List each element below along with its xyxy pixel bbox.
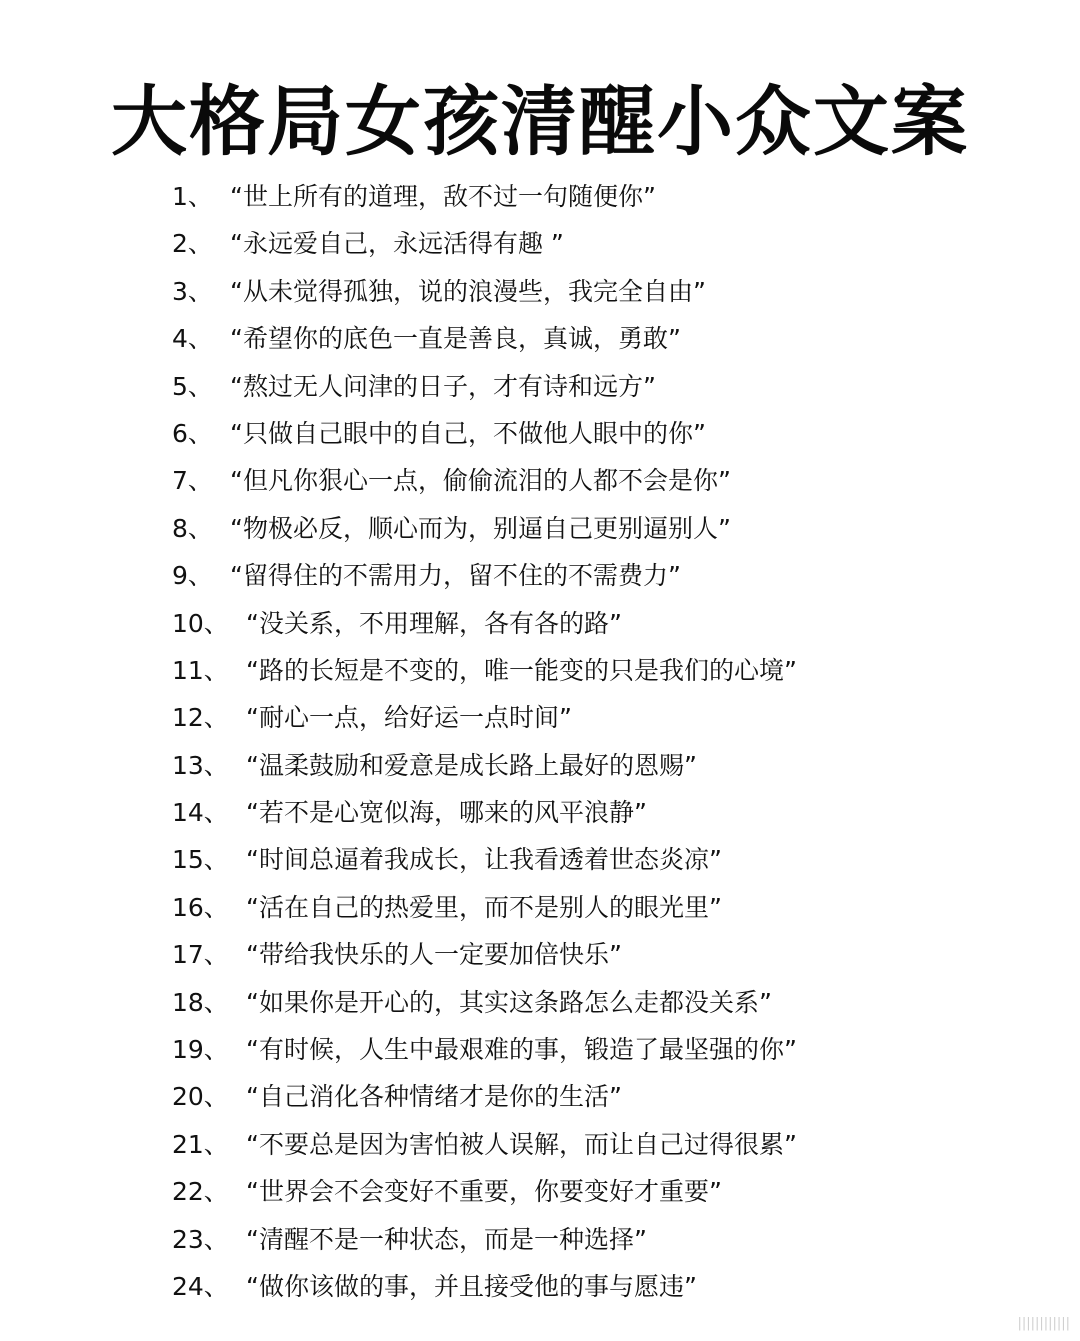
item-text: “希望你的底色一直是善良，真诚，勇敢”: [230, 324, 681, 354]
item-number: 7、: [172, 466, 213, 496]
item-text: “带给我快乐的人一定要加倍快乐”: [246, 940, 622, 970]
item-text: “留得住的不需用力，留不住的不需费力”: [230, 561, 681, 591]
list-item: [172, 789, 797, 836]
list-item: [172, 600, 797, 647]
list-item: [172, 220, 797, 267]
item-text: “世界会不会变好不重要，你要变好才重要”: [246, 1177, 722, 1207]
item-text: “永远爱自己，永远活得有趣 ”: [230, 229, 564, 259]
item-number: 8、: [172, 513, 213, 543]
item-text: “物极必反，顺心而为，别逼自己更别逼别人”: [230, 513, 731, 543]
list-item: [172, 836, 797, 883]
item-number: 18、: [172, 987, 229, 1017]
item-number: 17、: [172, 940, 229, 970]
item-number: 14、: [172, 798, 229, 828]
item-number: 19、: [172, 1035, 229, 1065]
item-number: 12、: [172, 703, 229, 733]
item-number: 4、: [172, 324, 213, 354]
list-item: [172, 931, 797, 978]
item-text: “有时候，人生中最艰难的事，锻造了最坚强的你”: [246, 1035, 797, 1065]
item-text: “活在自己的热爱里，而不是别人的眼光里”: [246, 892, 722, 922]
item-text: “世上所有的道理，敌不过一句随便你”: [230, 182, 656, 211]
page-title: 大格局女孩清醒小众文案: [111, 77, 969, 166]
list-item: [172, 647, 797, 694]
item-text: “只做自己眼中的自己，不做他人眼中的你”: [230, 418, 706, 448]
list-item: [172, 1263, 797, 1310]
list-item: [172, 1026, 797, 1073]
item-number: 23、: [172, 1224, 229, 1254]
item-text: “路的长短是不变的，唯一能变的只是我们的心境”: [246, 655, 797, 685]
list-item: [172, 505, 797, 552]
item-text: “不要总是因为害怕被人误解，而让自己过得很累”: [246, 1129, 797, 1159]
item-text: “如果你是开心的，其实这条路怎么走都没关系”: [246, 987, 772, 1017]
list-item: [172, 363, 797, 410]
list-item: [172, 742, 797, 789]
item-text: “但凡你狠心一点，偷偷流泪的人都不会是你”: [230, 466, 731, 496]
item-number: 20、: [172, 1082, 229, 1112]
item-number: 1、: [172, 182, 213, 211]
list-item: [172, 1168, 797, 1215]
watermark: ||||||||||||: [1017, 1316, 1070, 1331]
list-item: [172, 315, 797, 362]
item-text: “时间总逼着我成长，让我看透着世态炎凉”: [246, 845, 722, 875]
item-number: 16、: [172, 892, 229, 922]
list-item: [172, 410, 797, 457]
item-text: “温柔鼓励和爱意是成长路上最好的恩赐”: [246, 750, 697, 780]
item-number: 6、: [172, 418, 213, 448]
item-number: 22、: [172, 1177, 229, 1207]
item-number: 9、: [172, 561, 213, 591]
list-item: [172, 1216, 797, 1263]
list-item: [172, 268, 797, 315]
list-item: [172, 979, 797, 1026]
item-text: “没关系，不用理解，各有各的路”: [246, 608, 622, 638]
item-text: “耐心一点，给好运一点时间”: [246, 703, 572, 733]
item-text: “清醒不是一种状态，而是一种选择”: [246, 1224, 647, 1254]
item-number: 10、: [172, 608, 229, 638]
list-item: [172, 173, 797, 220]
item-number: 5、: [172, 371, 213, 401]
list-item: [172, 694, 797, 741]
item-number: 15、: [172, 845, 229, 875]
list-item: [172, 457, 797, 504]
item-text: “做你该做的事，并且接受他的事与愿违”: [246, 1271, 697, 1301]
item-number: 13、: [172, 750, 229, 780]
item-number: 11、: [172, 655, 229, 685]
item-number: 24、: [172, 1271, 229, 1301]
list-item: [172, 1121, 797, 1168]
item-number: 3、: [172, 276, 213, 306]
item-text: “从未觉得孤独，说的浪漫些，我完全自由”: [230, 276, 706, 306]
quote-list: [172, 173, 797, 1310]
list-item: [172, 1073, 797, 1120]
item-text: “熬过无人问津的日子，才有诗和远方”: [230, 371, 656, 401]
item-text: “若不是心宽似海，哪来的风平浪静”: [246, 798, 647, 828]
list-item: [172, 552, 797, 599]
item-number: 2、: [172, 229, 213, 259]
item-number: 21、: [172, 1129, 229, 1159]
list-item: [172, 884, 797, 931]
item-text: “自己消化各种情绪才是你的生活”: [246, 1082, 622, 1112]
